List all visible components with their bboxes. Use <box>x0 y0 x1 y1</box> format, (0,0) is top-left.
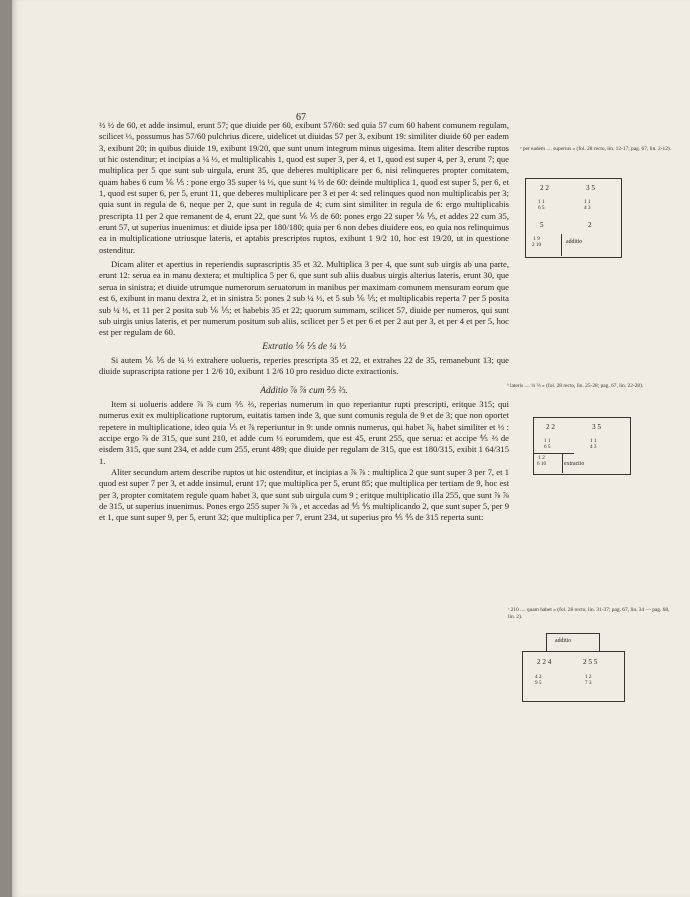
box2-bottom-label: extractio <box>564 461 585 467</box>
margin-note-2: ᵇ lateris .... ⅓ ⅔ » (fol. 28 recto, lin. 25-28; pag. 67, lin. 22-28). <box>507 383 644 389</box>
book-binding <box>0 0 12 897</box>
main-text <box>99 120 509 524</box>
box1-top-left: 2 2 <box>540 184 549 192</box>
box3-frac-left: 4 2 9 5 <box>535 674 542 686</box>
paragraph-2: Dicam aliter et apertius in reperiendis suprascriptis 35 et 32. Multiplica 3 per 4, que sunt sub uirgis ab una parte, erunt 12: serua ea in manu dextera; et multiplica 5 per 6, que sunt sub aliis duabus uirgis alterius lateris, erunt 30, que serua in sinistra; et diuide utrumque numerorum seruatorum in manibus per maximam comunem mensuram eorum que est 6, exibunt in manu dextra 2, et in sinistra 5: pones 2 sub ¼ ⅓, et 5 sub ⅙ ⅕; et multiplicabis reperta 7 per 5 posita sub ¼ ⅓, et 11 per 2 posita sub ⅙ ⅕; et habebis 35 et 22; quorum summam, scilicet 57, diuide per numeros, qui sunt sub uirgis unius lateris, et per numerum positum sub aliis, scilicet per 5 et per 6 et per 2 aut per 3, et per 4 et per 5, hoc est per regulam de 60. <box>99 259 509 338</box>
box1-bottom-label: additio <box>566 239 583 245</box>
box1-bottom-frac: 1 9 2 10 <box>532 236 542 248</box>
heading-extractio: Extratio ⅙ ⅕ de ¼ ⅓ <box>262 341 346 352</box>
paragraph-1: ½ ½ de 60, et adde insimul, erunt 57; que diuide per 60, exibunt 57/60: sed quia 57 cum 60 habent comunem regulam, scilicet ⅓, possumus has 57/60 pulchrius dicere, uidelicet ut diuidas 57 per 3, exibunt 19: similiter diuide 60 per eadem 3, exibunt 20; in quibus diuide 19, exibunt 19/20, que sunt unum integrum minus uigesima. Item aliter describe ruptos ut hic ostenditur; et incipias a ¼ ⅓, et multiplicabis 1, quod est super 3, per 4, et 1, quod est super 4, per 3, erunt 7; que multiplica per 5 que sunt sub uirgula, erunt 35, que deberes multiplicare per 6, nisi relinqueres propter comitatem, quam habes 6 cum ⅙ ⅕ : pone ergo 35 super ¼ ⅓, que sunt ¼ ⅓ de 60: deinde multiplica 1, quod est super 5, per 6, et 1, quod est super 6, per 5, erunt 11, que deberes multiplicare per 3 et per 4: sed relinques quod non multiplicabis per 3; quia sunt in regula de 6, neque per 2, que sunt in regula de 4; cum sint similiter in regula de 6: ergo multiplicabis prescripta 11 per 2 que remanent de 4, erunt 22, que sunt ⅙ ⅕ de 60: pones ergo 22 super ⅙ ⅕, et addes 22 cum 35, erunt 57, ut superius inuenimus: et diuide ipsa per 180/180; quia per 6 non debes diuidere eos, eo quia nos relinquimus ea in multiplicatione utriusque lateris, et aptabis prescriptos ruptos, exibunt 1 9/2 10, hoc est 19/20, ut in questione ostenditur. <box>99 120 509 255</box>
box1-mid-left: 5 <box>540 221 544 229</box>
box1-frac-left: 1 1 6 5 <box>538 199 545 211</box>
box3-row-right: 2 5 5 <box>583 658 598 666</box>
box3-row-left: 2 2 4 <box>537 658 552 666</box>
paragraph-extractio: Si autem ⅙ ⅕ de ¼ ⅓ extrahere uolueris, reperies prescripta 35 et 22, et extrahes 22 de 35, remanebunt 13; que diuide suprascripta ratione per 1 2/6 10, exibunt 1 2/6 10 pro residuo dicte extractionis. <box>99 354 509 377</box>
book-page <box>12 0 690 897</box>
heading-additio: Additio ⅞ ⅞ cum ⅖ ⅔. <box>260 385 348 396</box>
ratio-box-additio-2 <box>522 651 625 702</box>
box1-frac-right: 1 1 4 3 <box>584 199 591 211</box>
box2-frac-left: 1 1 6 5 <box>544 438 551 450</box>
paragraph-additio-1: Item si uolueris addere ⅞ ⅞ cum ⅖ ⅔, reperias numerum in quo reperiantur rupti prescripti, eritque 315; qui numerus exit ex multiplicatione ruptorum, euitatis tamen inde 3, que sunt comunis regula de 9 et de 3; que non oportet repetere in multiplicatione, ideo quia ⅕ et ⅞ reperiuntur in 9: unde omnis numerus, qui habet ⅞, habet similiter et ⅓ : accipe ergo ⅞ de 315, que sunt 210, et adde cum ⅓ eorumdem, que est 45, erunt 255, que serua: et accipe ⅘ ⅔ de eisdem 315, que sunt 234, et adde cum 255, erunt 489; que diuide per regulam de 315, que est 180/315, exibit 1 64/315 1. <box>99 398 509 466</box>
box2-frac-right: 1 1 4 3 <box>590 438 597 450</box>
box3-frac-right: 1 2 7 3 <box>585 674 592 686</box>
box3-top-label: additio <box>555 638 572 644</box>
box1-mid-right: 2 <box>588 221 592 229</box>
box3-label-frame <box>546 633 600 652</box>
paragraph-additio-2: Aliter secundum artem describe ruptos ut hic ostenditur, et incipias a ⅞ ⅞ : multiplica 2 que sunt super 3 per 7, et 1 quod est super 7 per 3, et adde insimul, erunt 17; que multiplica per 5, erunt 85; que multiplica per tertiam de 9, hoc est per 3, propter comitatem regule quam habet 3, que sunt sub uirgula cum 9 ; eritque multiplicatio illa 255, que sunt ⅞ ⅞ de 315, ut superius inuenimus. Pones ergo 255 super ⅞ ⅞ , et accedas ad ⅘ ⅘ multiplicando 2, que sunt super 5, per 9 et 1, que sunt super 9, per 5, erunt 32; que multiplica per 7, erunt 234, ut superius pro ⅘ ⅘ de 315 reperta sunt: <box>99 466 510 523</box>
ratio-box-additio <box>525 178 622 258</box>
box2-bottom-frac: 1 2 6 10 <box>537 455 547 467</box>
margin-note-3: ᶜ 210 .... quam habet » (fol. 28 recto, lin. 31-37; pag. 67, lin. 34 — pag. 68, lin. 2). <box>508 607 670 620</box>
ratio-box-extractio <box>533 417 631 475</box>
margin-note-1: ᵃ per eadem .... superius » (fol. 28 recto, lin. 12-17; pag. 67, lin. 2-12). <box>520 146 672 152</box>
box2-top-left: 2 2 <box>546 423 555 431</box>
page-number: 67 <box>296 112 306 123</box>
box2-top-right: 3 5 <box>592 423 601 431</box>
box1-top-right: 3 5 <box>586 184 595 192</box>
